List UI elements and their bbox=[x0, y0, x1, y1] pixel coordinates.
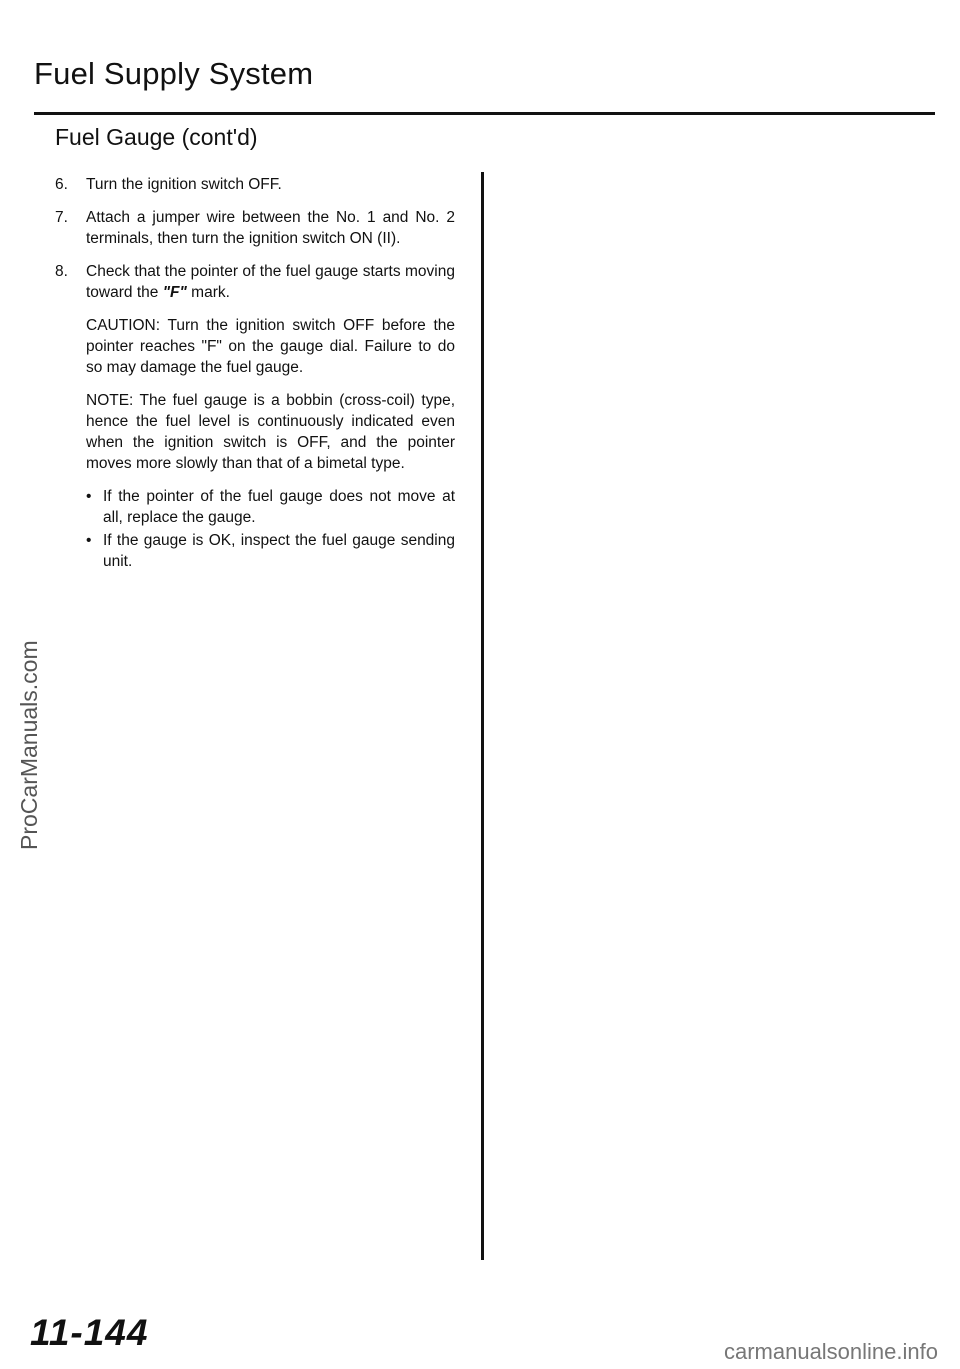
bullet-text: If the gauge is OK, inspect the fuel gauge sending unit. bbox=[103, 532, 455, 570]
step-number: 7. bbox=[55, 209, 68, 226]
step-text: Turn the ignition switch OFF. bbox=[86, 176, 282, 193]
note-text: NOTE: The fuel gauge is a bobbin (cross-coil) type, hence the fuel level is continuously indicated even when the ignition switch is OFF, and the pointer moves more slowly than that of a bimetal type. bbox=[86, 392, 455, 472]
bullet-list bbox=[86, 486, 455, 572]
list-item bbox=[86, 486, 455, 528]
list-item bbox=[86, 530, 455, 572]
step-text: Check that the pointer of the fuel gauge starts moving toward the bbox=[86, 263, 455, 301]
step-6 bbox=[55, 174, 455, 195]
f-mark-label: "F" bbox=[162, 284, 187, 301]
footer-watermark: carmanualsonline.info bbox=[723, 1339, 938, 1364]
step-8 bbox=[55, 261, 455, 303]
section-subtitle: Fuel Gauge (cont'd) bbox=[55, 124, 258, 150]
side-watermark: ProCarManuals.com bbox=[16, 640, 42, 850]
title-divider bbox=[34, 112, 935, 115]
step-7 bbox=[55, 207, 455, 249]
bullet-icon: • bbox=[86, 532, 92, 549]
procedure-column bbox=[55, 174, 455, 574]
page-title: Fuel Supply System bbox=[34, 56, 314, 91]
caution-text: CAUTION: Turn the ignition switch OFF before the pointer reaches "F" on the gauge dial. Failure to do so may damage the fuel gauge. bbox=[86, 317, 455, 376]
step-number: 6. bbox=[55, 176, 68, 193]
step-text: Attach a jumper wire between the No. 1 and No. 2 terminals, then turn the ignition switch ON (II). bbox=[86, 209, 455, 247]
column-divider bbox=[481, 172, 484, 1260]
page-number: 11-144 bbox=[30, 1312, 149, 1353]
bullet-text: If the pointer of the fuel gauge does not move at all, replace the gauge. bbox=[103, 488, 455, 526]
step-text-end: mark. bbox=[186, 284, 230, 301]
bullet-icon: • bbox=[86, 488, 92, 505]
step-number: 8. bbox=[55, 263, 68, 280]
